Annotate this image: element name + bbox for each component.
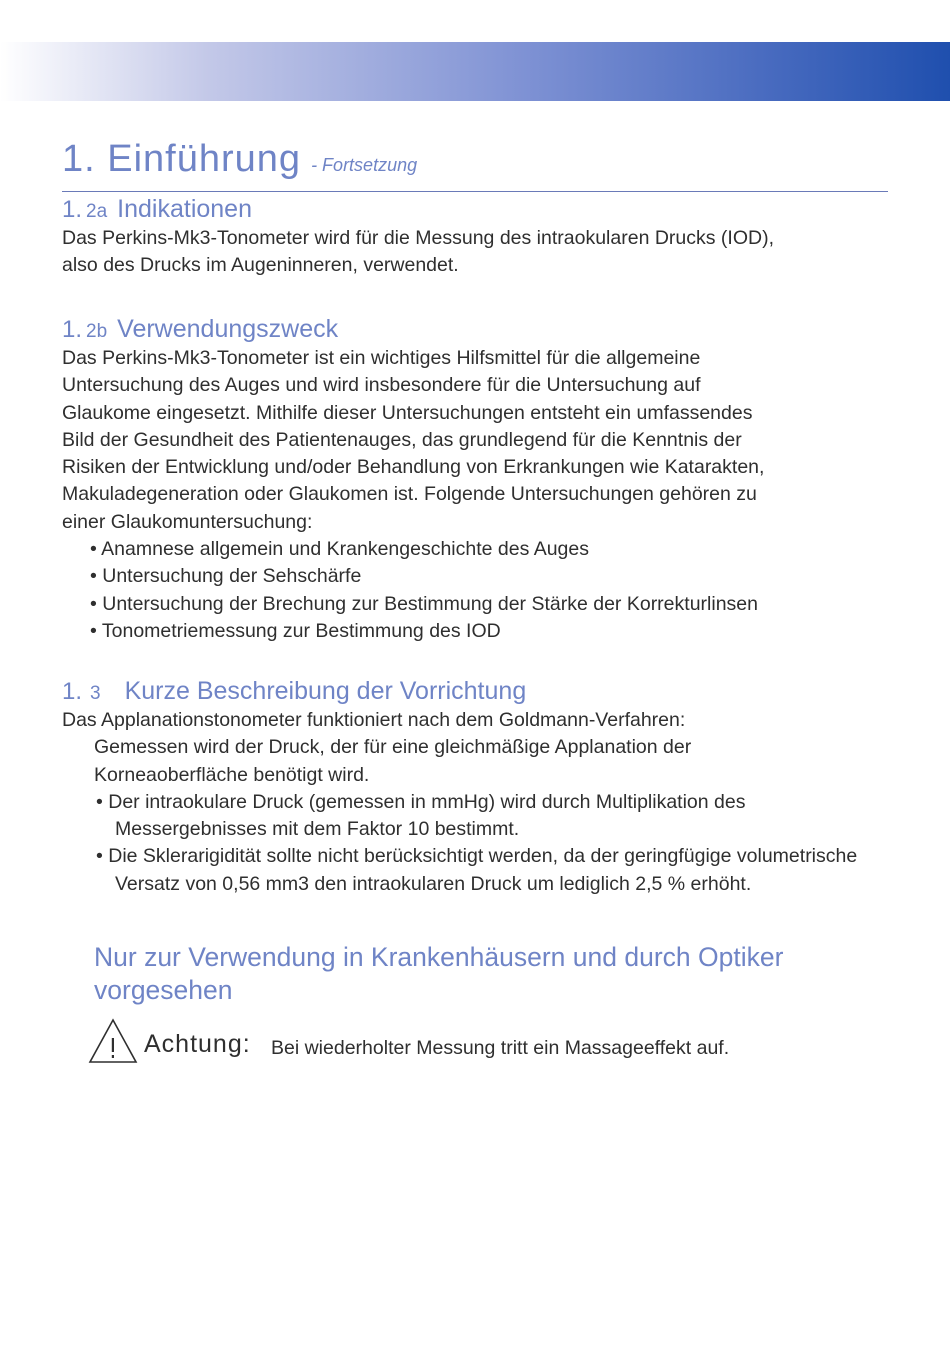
warning-label: Achtung: xyxy=(144,1030,251,1058)
usage-note: Nur zur Verwendung in Krankenhäusern und durch Optiker vorgesehen xyxy=(94,942,784,1005)
page-subtitle: - Fortsetzung xyxy=(311,155,418,175)
list-item: • Der intraokulare Druck (gemessen in mmHg) wird durch Multiplikation des Messergebnisses mit dem Faktor 10 bestimmt. xyxy=(96,790,746,841)
section-heading-verwendungszweck: 1. 2b Verwendungszweck xyxy=(62,315,339,343)
section-text-indikationen: Das Perkins-Mk3-Tonometer wird für die Messung des intraokularen Drucks (IOD), also des Drucks im Augeninneren, verwendet. xyxy=(62,227,774,277)
list-item: • Untersuchung der Brechung zur Bestimmung der Stärke der Korrekturlinsen xyxy=(90,592,758,615)
list-item: • Anamnese allgemein und Krankengeschichte des Auges xyxy=(90,538,589,561)
section-heading-beschreibung: 1. 3 Kurze Beschreibung der Vorrichtung xyxy=(62,677,527,705)
section-heading-indikationen: 1. 2a Indikationen xyxy=(62,195,252,223)
list-item: • Untersuchung der Sehschärfe xyxy=(90,565,362,588)
list-item: • Tonometriemessung zur Bestimmung des IOD xyxy=(90,619,501,642)
page-title xyxy=(62,136,888,192)
warning-text: Bei wiederholter Messung tritt ein Massageeffekt auf. xyxy=(271,1037,730,1059)
section-text-verwendungszweck: Das Perkins-Mk3-Tonometer ist ein wichtiges Hilfsmittel für die allgemeine Untersuchung des Auges und wird insbesondere für die Untersuchung auf Glaukome eingesetzt. Mithilfe dieser Untersuchungen entsteht ein umfassendes Bild der Gesundheit des Patientenauges, das grundlegend für die Kenntnis der Risiken der Entwicklung und/oder Behandlung von Erkrankungen wie Katarakten, Makuladegeneration oder Glaukomen ist. Folgende Untersuchungen gehören zu einer Glaukomuntersuchung: • Anamnese allgemein und Krankengeschichte des Auges • Untersuchung der Sehschärfe • Untersuchung der Brechung zur Bestimmung der Stärke der Korrekturlinsen • Tonometriemessung zur Bestimmung des IOD xyxy=(62,345,892,645)
bullet-list-examinations xyxy=(62,536,892,645)
page-title-text: 1. Einführung xyxy=(62,138,302,180)
warning-triangle-icon xyxy=(88,1018,138,1064)
section-text-beschreibung: Das Applanationstonometer funktioniert nach dem Goldmann-Verfahren: Gemessen wird der Druck, der für eine gleichmäßige Applanation der Korneaoberfläche benötigt wird. • Der intraokulare Druck (gemessen in mmHg) wird durch Multiplikation des Messergebnisses mit dem Faktor 10 bestimmt. • Die Sklerarigidität sollte nicht berücksichtigt werden, da der geringfügige volumetrische Versatz von 0,56 mm3 den intraokularen Druck um lediglich 2,5 % erhöht. xyxy=(62,707,892,898)
warning-block xyxy=(88,1018,848,1064)
list-item: • Die Sklerarigidität sollte nicht berücksichtigt werden, da der geringfügige volumetrische Versatz von 0,56 mm3 den intraokularen Druck um lediglich 2,5 % erhöht. xyxy=(96,845,858,895)
header-banner xyxy=(0,42,950,101)
